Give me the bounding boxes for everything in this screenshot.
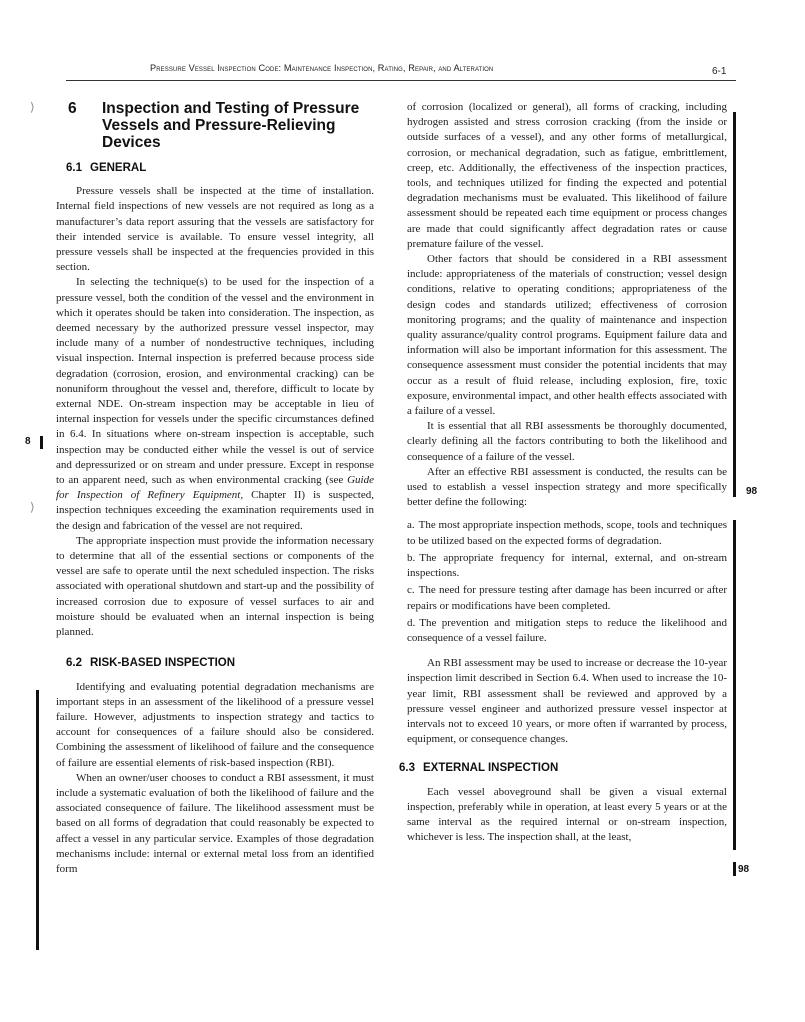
revision-bar [733,112,736,497]
paragraph [56,275,374,533]
list-text: The appropriate frequency for internal, external, and on-stream inspections. [407,551,727,580]
paragraph: Pressure vessels shall be inspected at the time of installation. Internal field inspections of new vessels are not required as long as a manufacturer’s data report assuring that the vessels are satisfactory for their intended service is available. To ensure vessel integrity, all pressure vessels shall be inspected at the frequencies provided in this section. [56,185,374,274]
paragraph-text: In selecting the technique(s) to be used for the inspection of a pressure vessel, both the condition of the vessel and the environment in which it operates should be taken into consideration. The inspection, as deemed necessary by the authorized pressure vessel inspector, may include many of a number of nondestructive techniques, including visual inspection. Internal inspection is preferred because process side degradation (corrosion, erosion, and environmental cracking) can be nonuniform throughout the vessel and, therefore, difficult to locate by external NDE. On-stream inspection may be acceptable in lieu of internal inspection for vessels under the specific circumstances defined in 6.4. In situations where on-stream inspection is acceptable, such inspection may be conducted either while the vessel is out of service and depressurized or on stream and under pressure. Except in response to an apparent need, such as when environmental cracking (see [56,276,374,487]
paragraph-text: Chapter II) is suspected, inspection techniques exceeding the examination requirements used in the design and fabrication of the vessel are not required. [56,489,374,532]
paragraph: When an owner/user chooses to conduct a RBI assessment, it must include a systematic evaluation of both the likelihood of failure and the associated consequence of failure. The likelihood assessment must be based on all forms of degradation that could reasonably be expected to affect a vessel in any particular service. Examples of those degradation mechanisms include: internal or external metal loss from an identified form [56,771,374,875]
paragraph: An RBI assessment may be used to increase or decrease the 10-year inspection limit described in Section 6.4. When used to increase the 10-year limit, RBI assessment shall be reviewed and approved by a pressure vessel engineer and authorized pressure vessel inspector at intervals not to exceed 10 years, or more often if warranted by process, equipment, or consequence changes. [407,657,727,746]
revision-label: 98 [738,864,750,875]
section-title: EXTERNAL INSPECTION [423,762,559,775]
list-item [407,518,727,548]
section-heading-rbi [66,656,374,671]
revision-bar [40,436,43,449]
list-item [407,616,727,646]
header-rule [66,80,736,81]
chapter-number: 6 [68,100,77,117]
section-number: 6.1 [66,162,82,174]
paragraph: It is essential that all RBI assessments be thoroughly documented, clearly defining all the factors contributing to both the likelihood and consequence of a failure of the vessel. [407,420,727,463]
rbi-list [407,518,727,646]
revision-label: 8 [25,436,31,447]
list-letter: d. [407,616,416,629]
section-title: RISK-BASED INSPECTION [90,657,236,670]
scan-mark: ⟩ [30,100,35,114]
left-column [56,100,374,877]
paragraph: The appropriate inspection must provide the information necessary to determine that all of the essential sections or components of the vessel are safe to operate until the next scheduled inspection. The risks associated with operational shutdown and start-up and the possibility of increased corrosion due to exposure of vessel surfaces to air and moisture should be evaluated when an internal inspection is being planned. [56,534,374,639]
list-letter: b. [407,551,416,564]
paragraph: After an effective RBI assessment is conducted, the results can be used to establish a vessel inspection strategy and more specifically better define the following: [407,465,727,509]
scan-mark: ⟩ [30,500,35,514]
list-letter: c. [407,584,415,597]
page-number: 6-1 [712,66,727,77]
paragraph: Identifying and evaluating potential degradation mechanisms are important steps in an assessment of the likelihood of a pressure vessel failure. However, adjustments to inspection strategy and tactics to account for consequences of a failure should also be considered. Combining the assessment of likelihood of failure and the consequence of failure are essential elements of risk-based inspection (RBI). [56,680,374,769]
section-number: 6.3 [399,762,415,775]
section-heading-general [66,161,374,176]
list-text: The need for pressure testing after damage has been incurred or after repairs or modifications have been completed. [407,584,727,612]
chapter-title: Inspection and Testing of Pressure Vessels and Pressure-Relieving Devices [102,100,360,151]
section-title: GENERAL [90,162,147,174]
running-header: Pressure Vessel Inspection Code: Maintenance Inspection, Rating, Repair, and Alteration [150,63,494,73]
revision-bar [733,520,736,850]
section-number: 6.2 [66,657,82,670]
revision-bar [733,862,736,876]
paragraph: of corrosion (localized or general), all forms of cracking, including hydrogen assisted and stress corrosion cracking (from the inside or outside surfaces of a vessel), and any other forms of metallurgical, corrosion, or mechanical degradation, such as fatigue, embrittlement, creep, etc. Additionally, the effectiveness of the inspection practices, tools, and techniques utilized for finding the expected and potential degradation mechanisms must be evaluated. This likelihood of failure assessment should be repeated each time equipment or process changes are made that could significantly affect degradation rates or cause premature failure of the vessel. [407,101,727,250]
list-letter: a. [407,519,415,532]
revision-bar [36,690,39,950]
right-column [399,100,727,845]
revision-label: 98 [746,486,758,497]
paragraph: Each vessel aboveground shall be given a visual external inspection, preferably while in operation, at least every 5 years or at the same interval as the required internal or on-stream inspection, whichever is less. The inspection shall, at the least, [407,785,727,844]
section-heading-external [399,761,727,776]
list-text: The prevention and mitigation steps to reduce the likelihood and consequence of a vessel failure. [407,616,727,644]
paragraph: Other factors that should be considered in a RBI assessment include: appropriateness of the materials of construction; vessel design conditions, relative to operating conditions; appropriateness of the design codes and standards utilized; effectiveness of corrosion monitoring programs; and the quality of maintenance and inspection quality assurance/quality control programs. Equipment failure data and information will also be important information for this assessment. The consequence assessment must consider the potential incidents that may occur as a result of fluid release, including explosion, fire, toxic exposure, environmental impact, and other health effects associated with a failure of a vessel. [407,253,727,418]
list-item [407,583,727,613]
list-item [407,551,727,581]
cited-title: Guide for Inspection of Refinery Equipment, [56,474,374,502]
list-text: The most appropriate inspection methods, scope, tools and techniques to be utilized based on the expected forms of degradation. [407,519,727,547]
chapter-heading [56,100,374,151]
